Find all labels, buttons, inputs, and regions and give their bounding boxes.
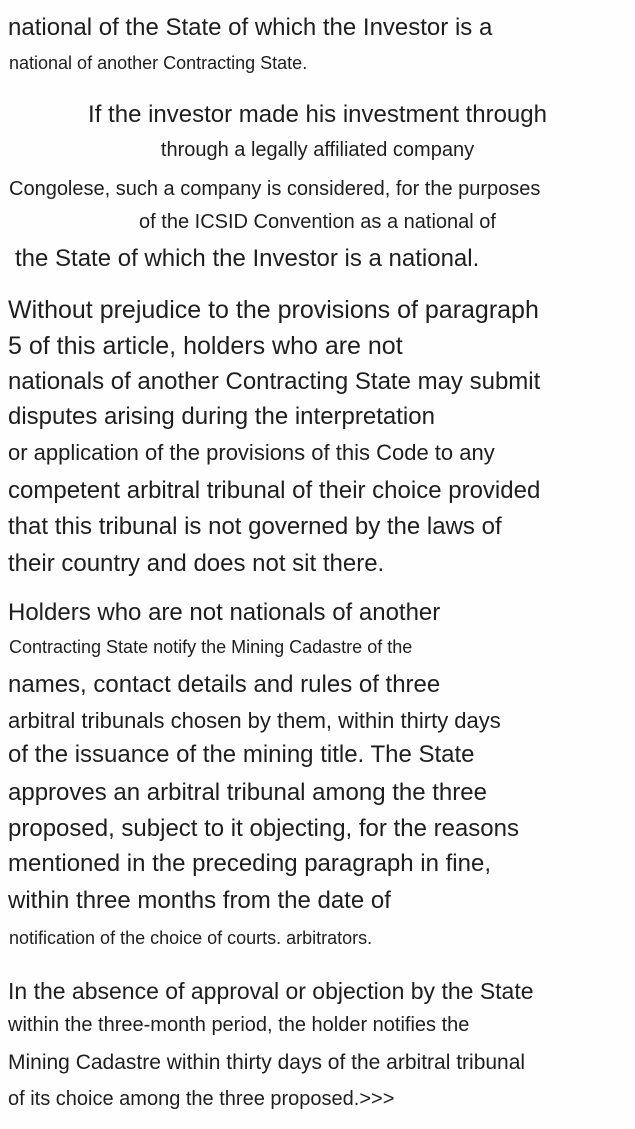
text-line: mentioned in the preceding paragraph in fine, bbox=[8, 850, 491, 877]
text-line: Without prejudice to the provisions of paragraph bbox=[8, 296, 539, 324]
text-line: Contracting State notify the Mining Cadastre of the bbox=[9, 637, 413, 657]
text-line: notification of the choice of courts. arbitrators. bbox=[9, 928, 373, 948]
text-line: Holders who are not nationals of another bbox=[8, 599, 441, 626]
text-line: nationals of another Contracting State may submit bbox=[8, 368, 541, 395]
text-line: of its choice among the three proposed.>>> bbox=[8, 1088, 395, 1110]
text-line: competent arbitral tribunal of their choice provided bbox=[8, 477, 541, 504]
text-line: within three months from the date of bbox=[8, 887, 391, 914]
text-line: disputes arising during the interpretation bbox=[8, 403, 435, 430]
text-line: approves an arbitral tribunal among the three bbox=[8, 779, 487, 806]
text-line: through a legally affiliated company bbox=[160, 139, 475, 161]
text-line: of the ICSID Convention as a national of bbox=[139, 211, 496, 233]
text-line: Congolese, such a company is considered, for the purposes bbox=[9, 178, 541, 200]
text-line: their country and does not sit there. bbox=[8, 550, 385, 577]
text-line: national of the State of which the Investor is a bbox=[8, 14, 493, 41]
text-line: within the three-month period, the holder notifies the bbox=[8, 1014, 470, 1036]
text-line: arbitral tribunals chosen by them, within thirty days bbox=[8, 708, 501, 733]
text-line: In the absence of approval or objection by the State bbox=[8, 978, 534, 1004]
text-line: Mining Cadastre within thirty days of the arbitral tribunal bbox=[8, 1051, 526, 1074]
text-line: national of another Contracting State. bbox=[9, 53, 308, 73]
text-line: 5 of this article, holders who are not bbox=[8, 332, 403, 360]
text-line: or application of the provisions of this Code to any bbox=[8, 440, 495, 465]
text-line: of the issuance of the mining title. The State bbox=[8, 741, 475, 768]
text-line: names, contact details and rules of three bbox=[8, 671, 441, 698]
text-line: proposed, subject to it objecting, for the reasons bbox=[8, 815, 519, 842]
text-line: If the investor made his investment through bbox=[88, 101, 547, 128]
text-line: that this tribunal is not governed by the laws of bbox=[8, 513, 502, 540]
text-line: the State of which the Investor is a national. bbox=[15, 245, 480, 272]
